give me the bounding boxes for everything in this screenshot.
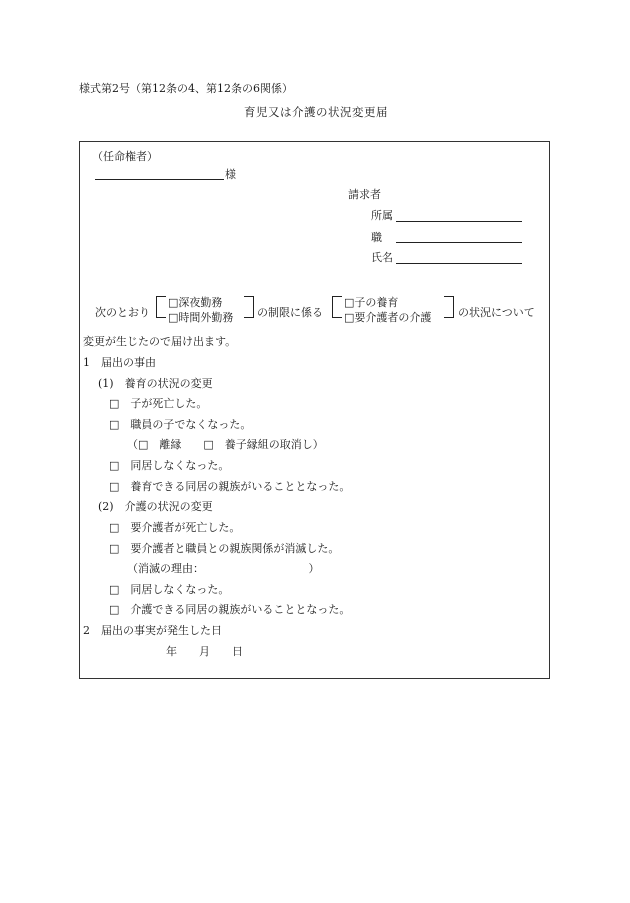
bracket-left-2 — [332, 296, 342, 318]
statement-suffix: の状況について — [458, 306, 535, 319]
sub1-item-child-died[interactable]: □ 子が死亡した。 — [109, 397, 208, 410]
appointer-honorific: 様 — [225, 168, 236, 181]
statement-prefix: 次のとおり — [95, 306, 150, 319]
sub2-item-not-living[interactable]: □ 同居しなくなった。 — [109, 583, 230, 596]
sub2-item-person-died[interactable]: □ 要介護者が死亡した。 — [109, 521, 241, 534]
sub2-item-relative-care[interactable]: □ 介護できる同居の親族がいることとなった。 — [109, 603, 351, 616]
section2-heading: 2 届出の事実が発生した日 — [83, 624, 222, 637]
field-position-label: 職 — [371, 231, 382, 244]
option-overtime-work[interactable]: □時間外勤務 — [168, 311, 234, 324]
bracket-right-2 — [444, 296, 454, 318]
bracket-right-1 — [244, 296, 254, 318]
sub1-item-not-child[interactable]: □ 職員の子でなくなった。 — [109, 418, 252, 431]
sub2-heading: (2) 介護の状況の変更 — [98, 500, 213, 513]
appointer-label: （任命権者） — [92, 150, 158, 163]
statement-middle: の制限に係る — [257, 306, 323, 319]
form-number: 様式第2号（第12条の4、第12条の6関係） — [79, 82, 293, 95]
sub2-item-relation-ended[interactable]: □ 要介護者と職員との親族関係が消滅した。 — [109, 542, 340, 555]
field-position-line[interactable] — [396, 242, 522, 243]
claimant-label: 請求者 — [348, 188, 381, 201]
field-name-label: 氏名 — [371, 251, 393, 264]
section1-heading: 1 届出の事由 — [83, 356, 156, 369]
option-nursing-care[interactable]: □要介護者の介護 — [344, 311, 432, 324]
field-affiliation-line[interactable] — [396, 221, 522, 222]
sub1-heading: (1) 養育の状況の変更 — [98, 377, 213, 390]
sub2-detail[interactable]: （消滅の理由： ） — [127, 562, 320, 575]
appointer-name-line[interactable] — [95, 179, 224, 180]
sub1-item-relative-care[interactable]: □ 養育できる同居の親族がいることとなった。 — [109, 480, 351, 493]
sub1-detail[interactable]: （□ 離縁 □ 養子縁組の取消し） — [127, 438, 324, 451]
option-night-work[interactable]: □深夜勤務 — [168, 296, 223, 309]
statement-line2: 変更が生じたので届け出ます。 — [83, 335, 237, 348]
field-name-line[interactable] — [396, 263, 522, 264]
sub1-item-not-living[interactable]: □ 同居しなくなった。 — [109, 459, 230, 472]
field-affiliation-label: 所属 — [371, 209, 393, 222]
section2-date[interactable]: 年 月 日 — [166, 645, 243, 658]
option-child-care[interactable]: □子の養育 — [344, 296, 399, 309]
page-title: 育児又は介護の状況変更届 — [244, 105, 388, 119]
bracket-left-1 — [156, 296, 166, 318]
